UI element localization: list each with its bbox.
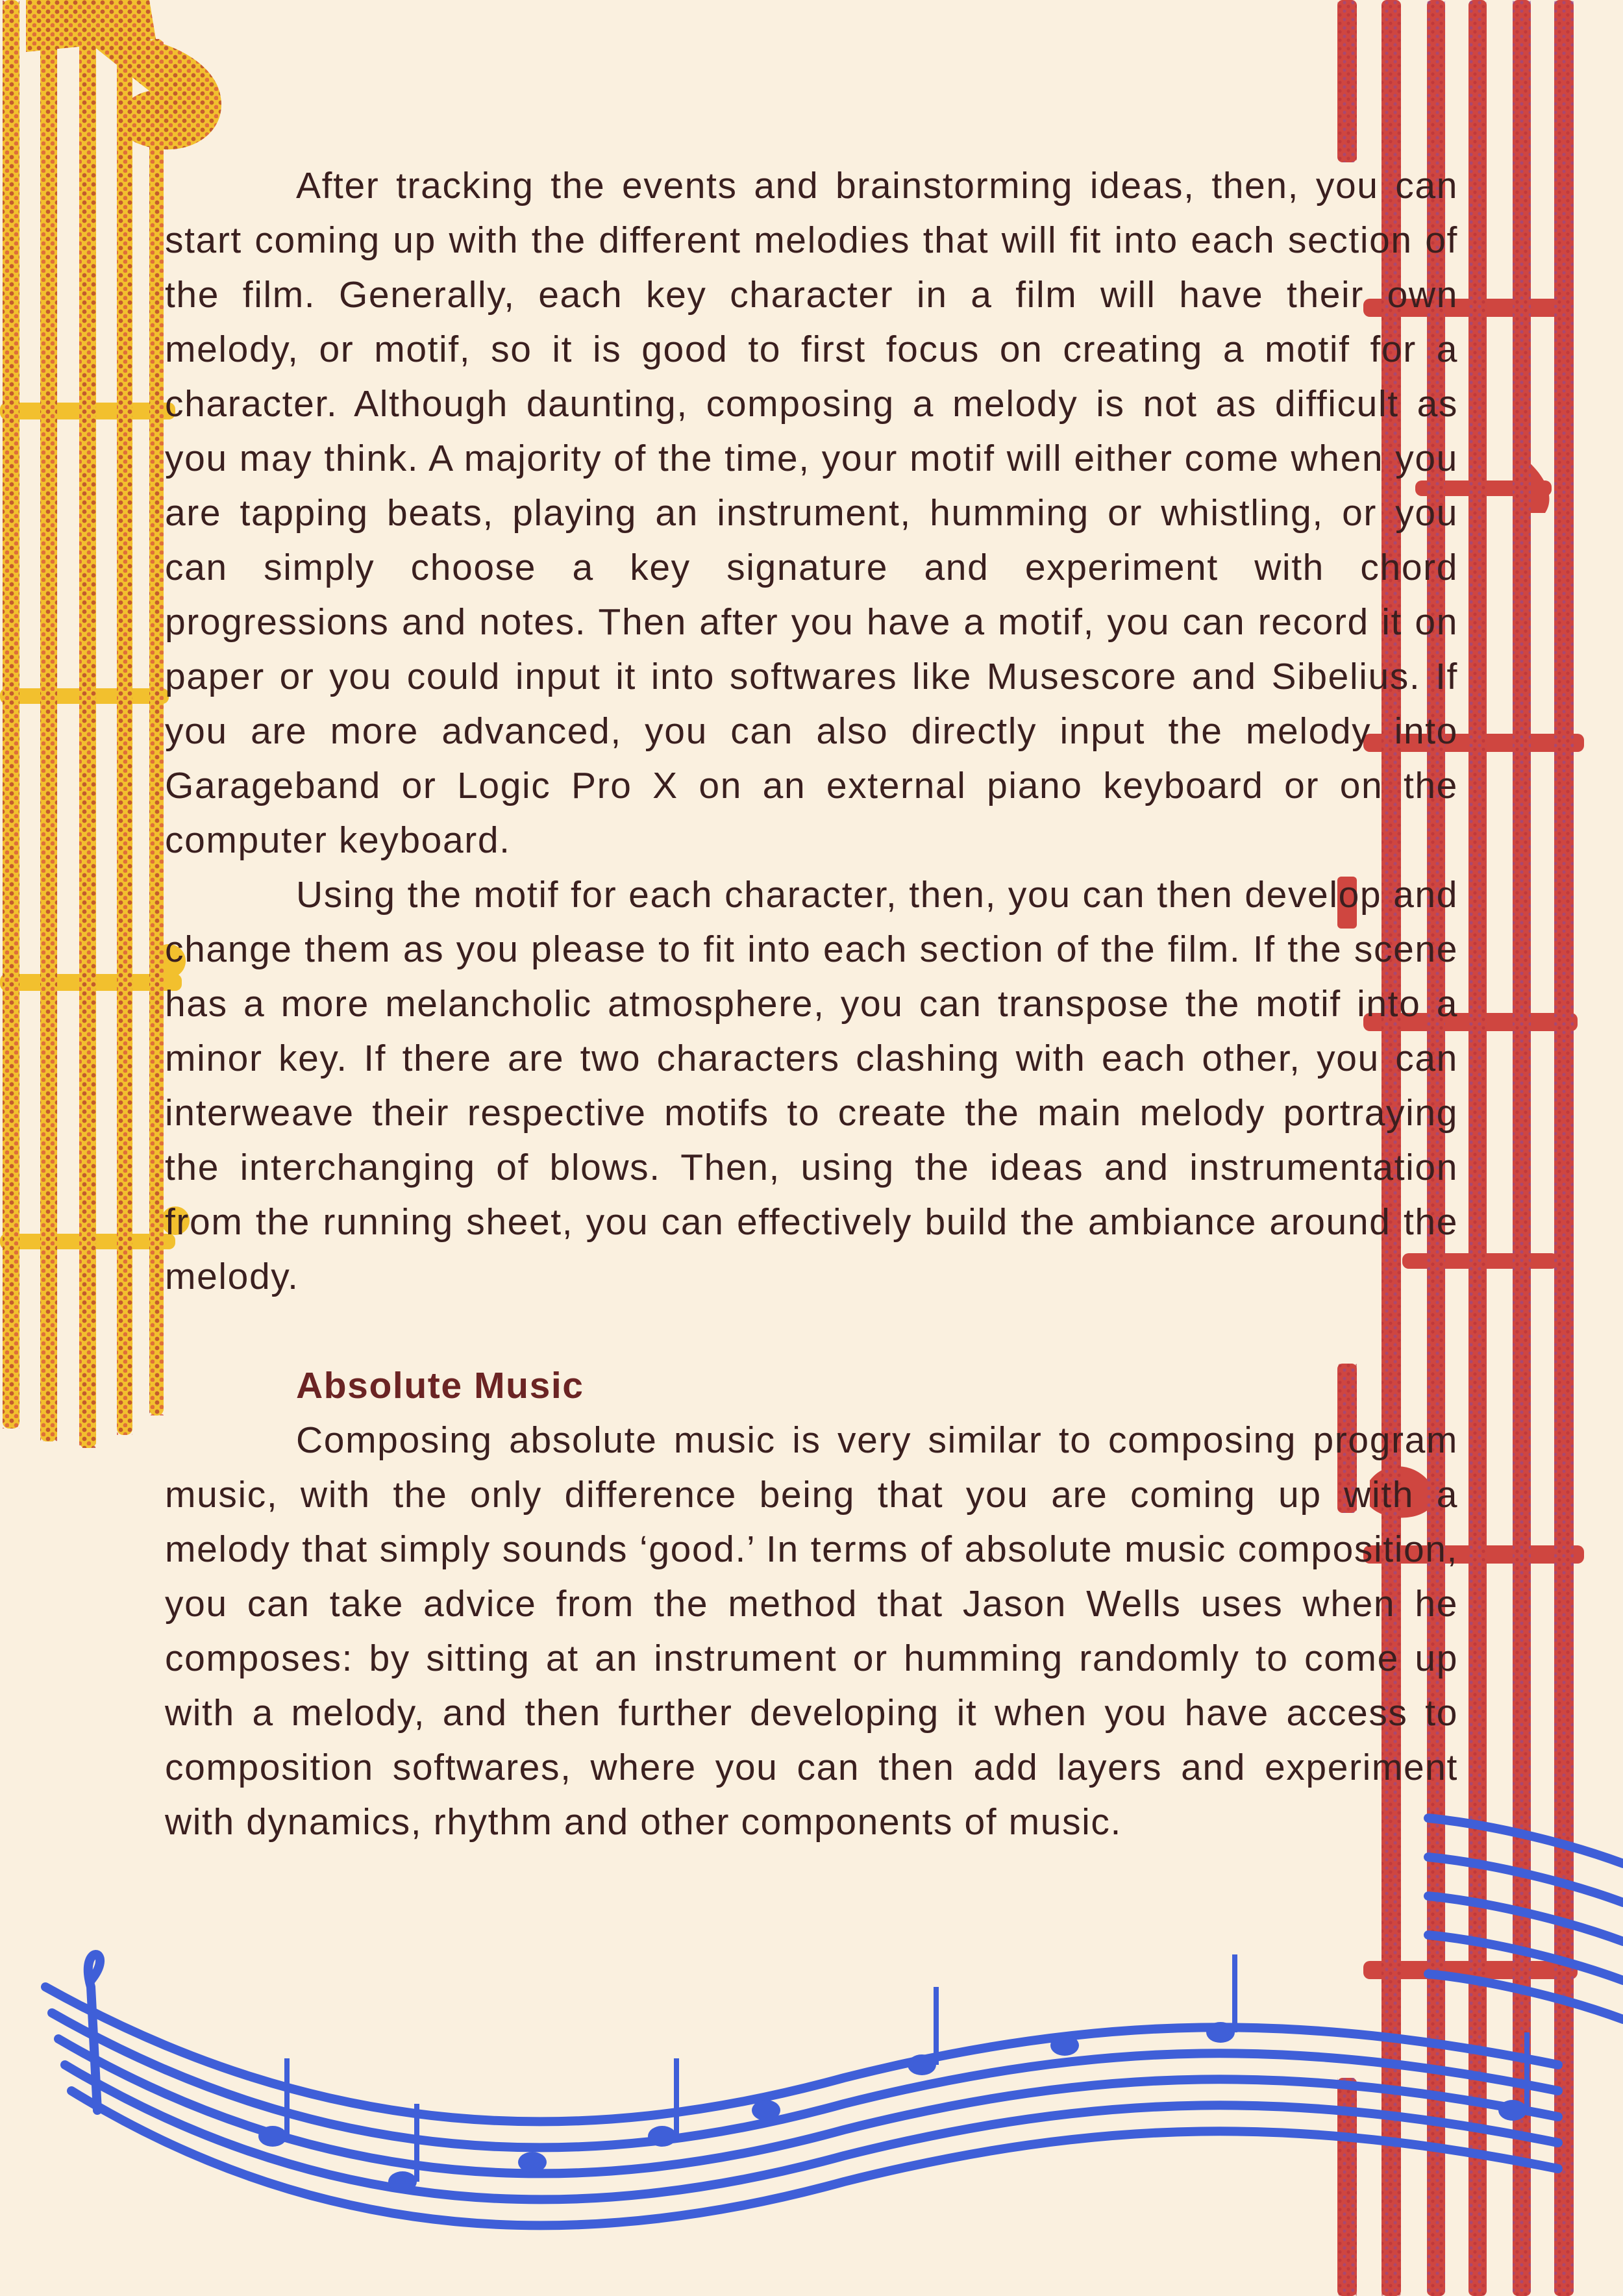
paragraph-absolute-music: Composing absolute music is very similar to composing program music, with the only difference being that you are coming up with a melody that simply sounds ‘good.’ In terms of absolute music composition, you can take advice from the method that Jason Wells uses when he composes: by sitting at an instrument or humming randomly to come up with a melody, and then further developing it when you have access to composition softwares, where you can then add layers and experiment with dynamics, rhythm and other components of music. (165, 1419, 1458, 1843)
paragraph-motif-creation: After tracking the events and brainstorming ideas, then, you can start coming up with the different melodies that will fit into each section of the film. Generally, each key character in a film will have their own melody, or motif, so it is good to first focus on creating a motif for a character. Although daunting, composing a melody is not as difficult as you may think. A majority of the time, your motif will either come when you are tapping beats, playing an instrument, humming or whistling, or you can simply choose a key signature and experiment with chord progressions and notes. Then after you have a motif, you can record it on paper or you could input it into softwares like Musescore and Sibelius. If you are more advanced, you can also directly input the melody into Garageband or Logic Pro X on an external piano keyboard or on the computer keyboard. (165, 165, 1458, 861)
section-spacer (165, 1304, 1458, 1358)
section-heading-absolute-music: Absolute Music (296, 1365, 584, 1406)
article-body (165, 158, 1458, 1849)
paragraph-motif-development: Using the motif for each character, then, you can then develop and change them as you please to fit into each section of the film. If the scene has a more melancholic atmosphere, you can transpose the motif into a minor key. If there are two characters clashing with each other, you can interweave their respective motifs to create the main melody portraying the interchanging of blows. Then, using the ideas and instrumentation from the running sheet, you can effectively build the ambiance around the melody. (165, 874, 1458, 1297)
